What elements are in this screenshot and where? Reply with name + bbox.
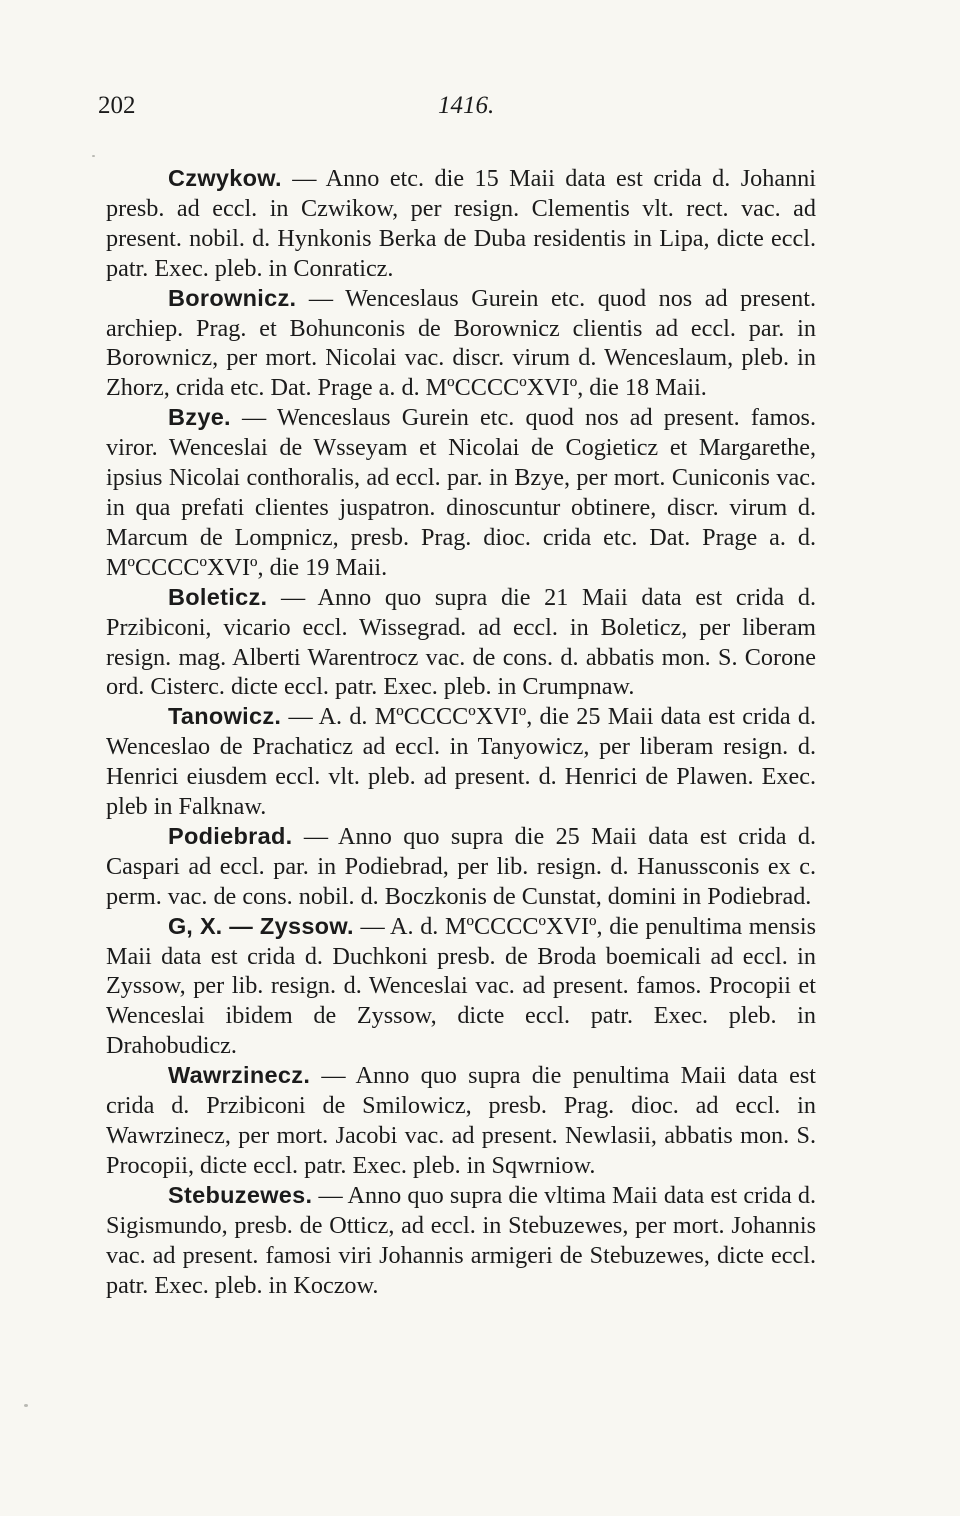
- entry-text: — A. d. MºCCCCºXVIº, die penultima mensis Maii data est crida d. Duchkoni presb. de Broda boemicali ad eccl. in Zyssow, per lib. resign. d. Wenceslai vac. ad present. famos. Procopii et Wenceslai ibidem de Zyssow, dicte eccl. patr. Exec. pleb. in Drahobudicz.: [106, 912, 816, 1060]
- entry-zyssow: [106, 912, 816, 1062]
- place-name: Borownicz.: [168, 284, 297, 311]
- entry-text: — Anno quo supra die 21 Maii data est crida d. Przibiconi, vicario eccl. Wissegrad. ad eccl. in Boleticz, per liberam resign. mag. Alberti Warentrocz vac. de cons. d. abbatis mon. S. Corone ord. Cisterc. dicte eccl. patr. Exec. pleb. in Crumpnaw.: [106, 583, 816, 701]
- place-name: Zyssow.: [259, 912, 354, 939]
- entry-text: — Wenceslaus Gurein etc. quod nos ad present. archiep. Prag. et Bohunconis de Borownicz clientis ad eccl. par. in Borownicz, per mort. Nicolai vac. discr. virum d. Wenceslaum, pleb. in Zhorz, crida etc. Dat. Prage a. d. MºCCCCºXVIº, die 18 Maii.: [106, 284, 816, 402]
- paper-speck: [92, 155, 95, 157]
- entry-text: — Wenceslaus Gurein etc. quod nos ad present. famos. viror. Wenceslai de Wsseyam et Nicolai de Cogieticz et Margarethe, ipsius Nicolai conthoralis, ad eccl. par. in Bzye, per mort. Cuniconis vac. in qua prefati clientes juspatron. dinoscuntur obtinere, discr. virum d. Marcum de Lompnicz, presb. Prag. dioc. crida etc. Dat. Prage a. d. MºCCCCºXVIº, die 19 Maii.: [106, 404, 816, 581]
- page-number: 202: [98, 92, 136, 119]
- entry-wawrzinecz: [106, 1061, 816, 1181]
- entry-czwykow: [106, 164, 816, 284]
- entry-text: — Anno quo supra die penultima Maii data est crida d. Przibiconi de Smilowicz, presb. Prag. dioc. ad eccl. in Wawrzinecz, per mort. Jacobi vac. ad present. Newlasii, abbatis mon. S. Procopii, dicte eccl. patr. Exec. pleb. in Sqwrniow.: [106, 1062, 816, 1179]
- paper-speck: [24, 1404, 28, 1407]
- place-name: Czwykow.: [168, 165, 282, 191]
- entry-text: — Anno etc. die 15 Maii data est crida d. Johanni presb. ad eccl. in Czwikow, per resign. Clementis vlt. rect. vac. ad present. nobil. d. Hynkonis Berka de Duba residentis in Lipa, dicte eccl. patr. Exec. pleb. in Conraticz.: [106, 165, 816, 282]
- running-head: [98, 92, 820, 124]
- entry-list: [106, 164, 816, 1300]
- entry-tanowicz: [106, 702, 816, 822]
- entry-text: — Anno quo supra die 25 Maii data est crida d. Caspari ad eccl. par. in Podiebrad, per lib. resign. d. Hanussconis ex c. perm. vac. de cons. nobil. d. Boczkonis de Cunstat, domini in Podiebrad.: [106, 822, 816, 910]
- entry-podiebrad: [106, 822, 816, 912]
- entry-stebuzewes: [106, 1181, 816, 1301]
- marginal-siglum: G, X. —: [168, 912, 260, 939]
- entry-text: — Anno quo supra die vltima Maii data est crida d. Sigismundo, presb. de Otticz, ad eccl. in Stebuzewes, per mort. Johannis vac. ad present. famosi viri Johannis armigeri de Stebuzewes, dicte eccl. patr. Exec. pleb. in Koczow.: [106, 1181, 816, 1299]
- place-name: Bzye.: [168, 404, 231, 431]
- place-name: Podiebrad.: [168, 822, 293, 849]
- place-name: Tanowicz.: [168, 703, 282, 730]
- place-name: Stebuzewes.: [168, 1181, 313, 1208]
- place-name: Wawrzinecz.: [168, 1062, 311, 1089]
- entry-bzye: [106, 403, 816, 582]
- entry-borownicz: [106, 284, 816, 404]
- entry-text: — A. d. MºCCCCºXVIº, die 25 Maii data est crida d. Wenceslao de Prachaticz ad eccl. in Tanyowicz, per liberam resign. d. Henrici eiusdem eccl. vlt. pleb. ad present. d. Henrici de Plawen. Exec. pleb in Falknaw.: [106, 703, 816, 821]
- running-title-year: 1416.: [438, 92, 495, 119]
- place-name: Boleticz.: [168, 583, 268, 610]
- entry-boleticz: [106, 583, 816, 703]
